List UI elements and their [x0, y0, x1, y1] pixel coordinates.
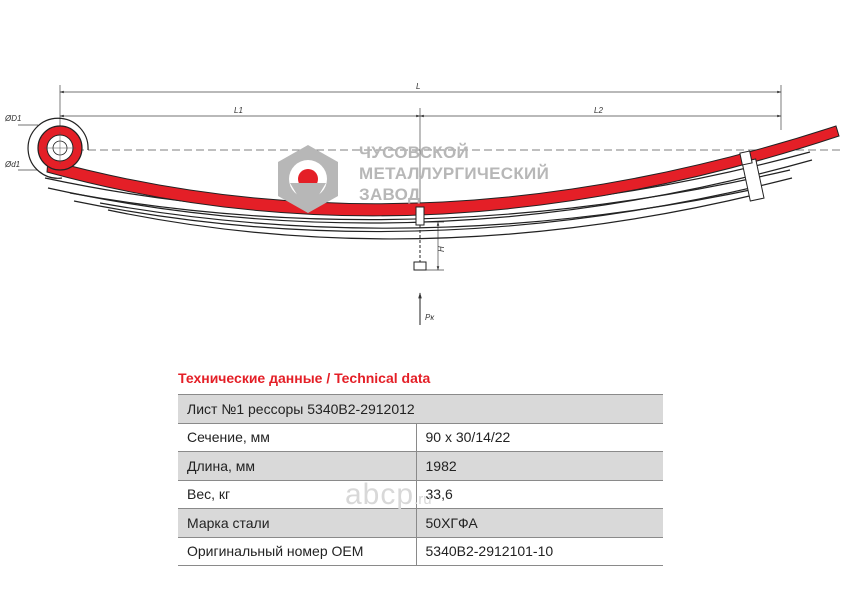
technical-data-title: Технические данные / Technical data: [178, 370, 431, 386]
table-row: [178, 452, 663, 481]
dim-l-label: L: [416, 82, 421, 91]
brand-line-3: ЗАВОД: [359, 185, 421, 204]
table-row: [178, 537, 663, 566]
row-value: 1982: [416, 452, 663, 481]
dim-h-label: H: [437, 246, 446, 252]
load-label: Pк: [425, 313, 435, 322]
watermark-suffix: .ru: [414, 491, 432, 508]
brand-line-1: ЧУСОВСКОЙ: [359, 143, 470, 162]
table-header-row: [178, 395, 663, 424]
watermark: [345, 478, 432, 512]
watermark-text: abcp: [345, 478, 415, 511]
dim-d1-label: ØD1: [5, 114, 22, 123]
dim-small-d1-label: Ød1: [5, 160, 21, 169]
row-label: Вес, кг: [178, 480, 416, 509]
row-label: Марка стали: [178, 509, 416, 538]
row-value: 90 х 30/14/22: [416, 423, 663, 452]
row-label: Длина, мм: [178, 452, 416, 481]
table-header-cell: Лист №1 рессоры 5340В2-2912012: [178, 395, 663, 424]
row-label: Сечение, мм: [178, 423, 416, 452]
table-row: [178, 509, 663, 538]
dim-l1-label: L1: [234, 106, 243, 115]
row-label: Оригинальный номер OEM: [178, 537, 416, 566]
brand-line-2: МЕТАЛЛУРГИЧЕСКИЙ: [359, 164, 550, 183]
row-value: 33,6: [416, 480, 663, 509]
table-row: [178, 423, 663, 452]
dim-l2-label: L2: [594, 106, 603, 115]
row-value: 50ХГФА: [416, 509, 663, 538]
row-value: 5340В2-2912101-10: [416, 537, 663, 566]
